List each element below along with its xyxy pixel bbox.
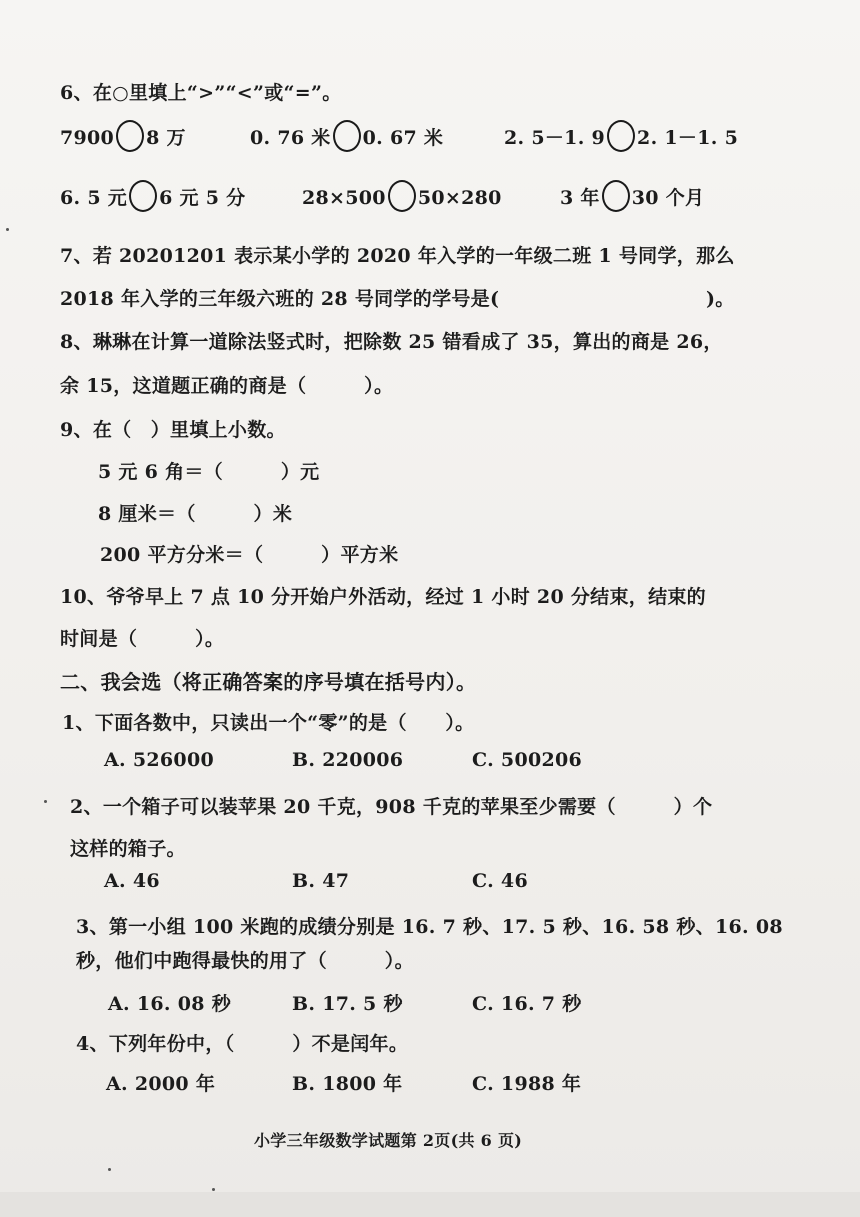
q6-item (560, 180, 704, 212)
compare-circle-blank[interactable] (388, 180, 416, 212)
scan-bottom-edge (0, 1192, 860, 1217)
compare-left: 0. 76 米 (250, 127, 331, 149)
compare-left: 7900 (60, 127, 115, 149)
footer-text: 小学三年级数学试题第 2页(共 6 页) (254, 1131, 523, 1150)
q9-item-text: 5 元 6 角＝（ ）元 (98, 461, 320, 483)
compare-circle-blank[interactable] (129, 180, 157, 212)
q9-item-text: 200 平方分米＝（ ）平方米 (100, 544, 399, 566)
compare-right: 0. 67 米 (362, 127, 444, 149)
compare-right: 2. 1－1. 5 (637, 127, 739, 149)
q6-item (250, 120, 443, 152)
compare-circle-blank[interactable] (116, 120, 144, 152)
option-b[interactable]: B. 47 (292, 870, 350, 892)
q8-text: 8、琳琳在计算一道除法竖式时，把除数 25 错看成了 35，算出的商是 26， (60, 331, 723, 353)
option-a[interactable]: A. 46 (104, 870, 160, 892)
scan-speck (212, 1188, 215, 1191)
q10-text: 时间是（ ）。 (60, 628, 225, 650)
option-b[interactable]: B. 220006 (292, 749, 404, 771)
s2-q2-text: 这样的箱子。 (70, 838, 186, 860)
compare-right: 30 个月 (631, 187, 705, 209)
option-c[interactable]: C. 1988 年 (472, 1073, 582, 1095)
q7-paren-close: )。 (706, 288, 735, 310)
option-b[interactable]: B. 1800 年 (292, 1073, 403, 1095)
option-a[interactable]: A. 16. 08 秒 (108, 993, 231, 1015)
q7-text: 2018 年入学的三年级六班的 28 号同学的学号是( (60, 288, 500, 310)
option-a[interactable]: A. 526000 (104, 749, 214, 771)
q6-item (60, 180, 245, 212)
compare-circle-blank[interactable] (607, 120, 635, 152)
compare-circle-blank[interactable] (333, 120, 361, 152)
compare-left: 3 年 (560, 187, 600, 209)
s2-q3-text: 秒，他们中跑得最快的用了（ ）。 (76, 950, 414, 972)
s2-q2-text: 2、一个箱子可以装苹果 20 千克，908 千克的苹果至少需要（ ）个 (70, 796, 713, 818)
compare-circle-blank[interactable] (602, 180, 630, 212)
compare-right: 50×280 (417, 187, 502, 209)
option-b[interactable]: B. 17. 5 秒 (292, 993, 403, 1015)
compare-right: 6 元 5 分 (159, 187, 246, 209)
q8-text: 余 15，这道题正确的商是（ ）。 (60, 375, 394, 397)
s2-q3-text: 3、第一小组 100 米跑的成绩分别是 16. 7 秒、17. 5 秒、16. 58 秒、16. 08 (76, 916, 783, 938)
option-c[interactable]: C. 500206 (472, 749, 583, 771)
compare-left: 6. 5 元 (60, 187, 128, 209)
s2-q4-stem: 4、下列年份中，（ ）不是闰年。 (76, 1033, 409, 1055)
compare-right: 8 万 (146, 127, 186, 149)
option-a[interactable]: A. 2000 年 (106, 1073, 216, 1095)
scan-speck (44, 800, 47, 803)
q7-text: 7、若 20201201 表示某小学的 2020 年入学的一年级二班 1 号同学，那么 (60, 245, 735, 267)
compare-left: 28×500 (302, 187, 386, 209)
s2-q1-stem: 1、下面各数中，只读出一个“零”的是（ ）。 (62, 712, 475, 734)
q6-item (302, 180, 502, 212)
option-c[interactable]: C. 46 (472, 870, 528, 892)
scan-speck (108, 1168, 111, 1171)
q6-stem: 6、在○里填上“>”“<”或“=”。 (60, 82, 342, 104)
q6-item (504, 120, 738, 152)
q10-text: 10、爷爷早上 7 点 10 分开始户外活动，经过 1 小时 20 分结束，结束的 (60, 586, 706, 608)
q6-item (60, 120, 186, 152)
compare-left: 2. 5－1. 9 (504, 127, 606, 149)
q9-item-text: 8 厘米＝（ ）米 (98, 503, 293, 525)
section2-title: 二、我会选（将正确答案的序号填在括号内）。 (60, 670, 477, 694)
option-c[interactable]: C. 16. 7 秒 (472, 993, 582, 1015)
scan-speck (6, 228, 9, 231)
q9-stem: 9、在（ ）里填上小数。 (60, 419, 286, 441)
